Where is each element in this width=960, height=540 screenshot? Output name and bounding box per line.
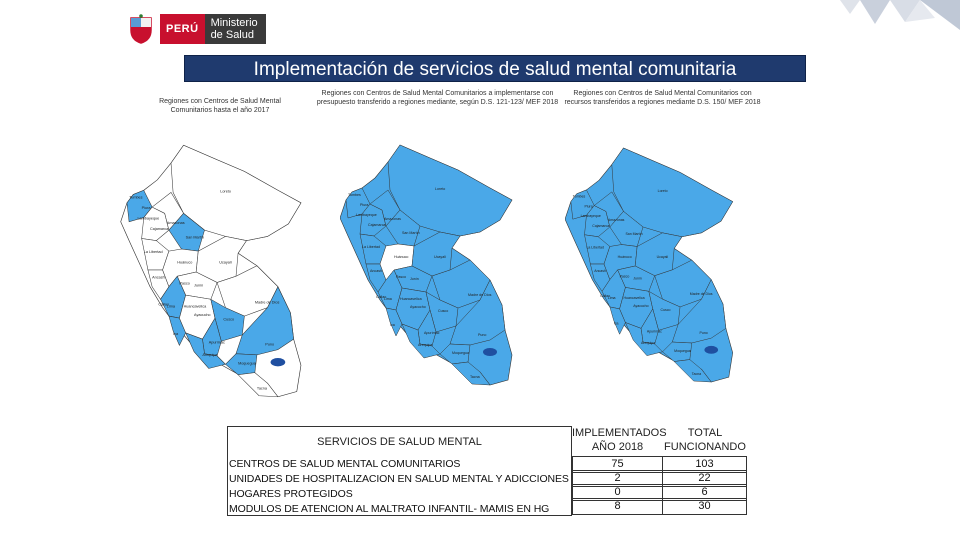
region-label: La Libertad [143,250,163,255]
implemented-cell: 75 [572,456,663,473]
coat-of-arms-icon [128,14,154,44]
peru-map-2017-svg [118,140,333,402]
total-header-line2: FUNCIONANDO [664,441,746,453]
map-2017 [118,140,333,402]
region-label: Piura [141,206,151,211]
region-label: Ica [173,331,179,336]
total-cell: 103 [662,456,747,473]
region-label: Puno [699,331,708,336]
lake-titicaca [271,358,286,366]
region-label: Tacna [691,372,702,377]
map2-caption: Regiones con Centros de Salud Mental Comunitarios a implementarse con presupuesto transferido a regiones mediante, según D.S. 121-123/ MEF 2018 [316,90,559,106]
region-label: Ica [390,323,395,327]
region-label: Cusco [660,307,671,312]
region-label: Huánuco [394,255,409,259]
map-ds-150 [565,140,760,390]
region-label: Amazonas [166,220,185,225]
region-label: Huancavelica [183,304,207,309]
region-label: Apurímac [208,340,225,345]
peru-map-ds150-svg [565,140,760,390]
region-label: Lambayeque [356,213,377,217]
region-label: Moquegua [238,361,256,366]
logo-ministry [205,14,266,44]
logo-ministry-line1: Ministerio [210,17,258,29]
services-header: SERVICIOS DE SALUD MENTAL [317,436,482,448]
region-label: Cajamarca [592,223,610,228]
region-label: Huánuco [177,260,193,265]
region-label: La Libertad [362,245,380,249]
region-label: Huancavelica [623,296,645,301]
region-label: San Martín [625,231,643,236]
region-label: Puno [265,342,275,347]
region-label: Arequipa [202,352,218,357]
lake-titicaca [483,348,497,356]
region-label: Junín [410,277,419,281]
implemented-cell: 2 [572,470,663,487]
region-label: Callao [158,302,170,307]
region-label: Junín [194,283,204,288]
region-label: Madre de Dios [689,292,713,297]
region-label: Tumbes [129,195,143,200]
region-label: Junín [633,276,642,281]
implemented-header [572,426,667,454]
region-label: Ayacucho [410,305,426,309]
region-label: Lima [166,304,175,309]
region-label: Huánuco [617,255,632,260]
region-label: Loreto [220,189,231,194]
region-label: Pasco [179,281,190,286]
region-label: Apurímac [646,329,662,334]
region-label: Tacna [470,375,480,379]
minsa-logo [128,14,266,44]
logo-ministry-line2: de Salud [210,29,254,41]
region-label: Ucayali [656,255,669,260]
region-label: Piura [584,204,593,209]
region-label: Arequipa [418,343,433,347]
region-label: Cusco [438,309,449,313]
lake-titicaca [704,346,718,354]
implemented-cell: 8 [572,498,663,515]
total-cell: 30 [662,498,747,515]
region-label: Cusco [223,317,235,322]
map-ds-121-123 [340,140,540,390]
map1-caption: Regiones con Centros de Salud Mental Comunitarios hasta el año 2017 [159,98,281,114]
region-label: Madre de Dios [468,293,492,297]
region-label: Moquegua [452,351,469,355]
region-label: Cajamarca [368,223,386,227]
region-label: Piura [360,203,369,207]
table-row: CENTROS DE SALUD MENTAL COMUNITARIOS [229,458,461,470]
total-header-line1: TOTAL [687,427,723,439]
implemented-header-line2: AÑO 2018 [591,441,644,453]
implemented-cell: 0 [572,484,663,501]
map3-caption: Regiones con Centros de Salud Mental Comunitarios con recursos transferidos a regiones mediante D.S. 150/ MEF 2018 [564,90,761,106]
region-label: Ucayali [219,260,232,265]
region-label: Loreto [435,187,446,191]
counts-columns [572,426,747,516]
region-label: Apurímac [424,331,440,335]
region-label: Tumbes [572,194,586,199]
region-label: Huancavelica [400,297,422,301]
implemented-header-line1: IMPLEMENTADOS [572,427,667,439]
peru-map-ds121-svg [340,140,540,390]
region-label: Pasco [396,275,406,279]
logo-country: PERÚ [160,14,205,44]
region-label: Pasco [619,274,630,279]
region-label: Ancash [594,268,606,273]
region-label: Ancash [370,269,382,273]
region-label: Ucayali [434,255,446,259]
region-label: Cajamarca [150,227,169,232]
region-label: Callao [376,295,387,299]
region-label: Lambayeque [580,214,601,219]
region-label: Tacna [256,386,268,391]
region-label: Lima [607,296,616,301]
region-label: Lima [384,297,392,301]
region-label: Arequipa [641,340,656,345]
region-label: Moquegua [674,348,691,353]
region-label: San Martín [402,231,420,235]
total-header [663,426,747,454]
region-label: Loreto [657,188,668,193]
table-row: UNIDADES DE HOSPITALIZACION EN SALUD MENTAL Y ADICCIONES [229,473,569,485]
region-label: Lambayeque [137,216,160,221]
region-label: San Martín [185,235,205,240]
region-label: La Libertad [586,245,604,250]
region-label: Amazonas [384,217,401,221]
region-label: Ancash [152,275,165,280]
services-column [227,426,572,516]
region-label: Ayacucho [633,303,649,308]
region-label: Tumbes [348,193,361,197]
slide-title: Implementación de servicios de salud mental comunitaria [184,55,806,82]
corner-decoration [840,0,960,30]
region-label: Puno [478,333,487,337]
region-label: Ica [613,321,619,326]
table-row: HOGARES PROTEGIDOS [229,488,353,500]
region-label: Amazonas [607,218,625,223]
region-label: Ayacucho [194,313,211,318]
total-cell: 6 [662,484,747,501]
table-row: MODULOS DE ATENCION AL MALTRATO INFANTIL- MAMIS EN HG [229,503,550,515]
region-label: Callao [600,294,611,299]
region-label: Madre de Dios [254,300,280,305]
total-cell: 22 [662,470,747,487]
